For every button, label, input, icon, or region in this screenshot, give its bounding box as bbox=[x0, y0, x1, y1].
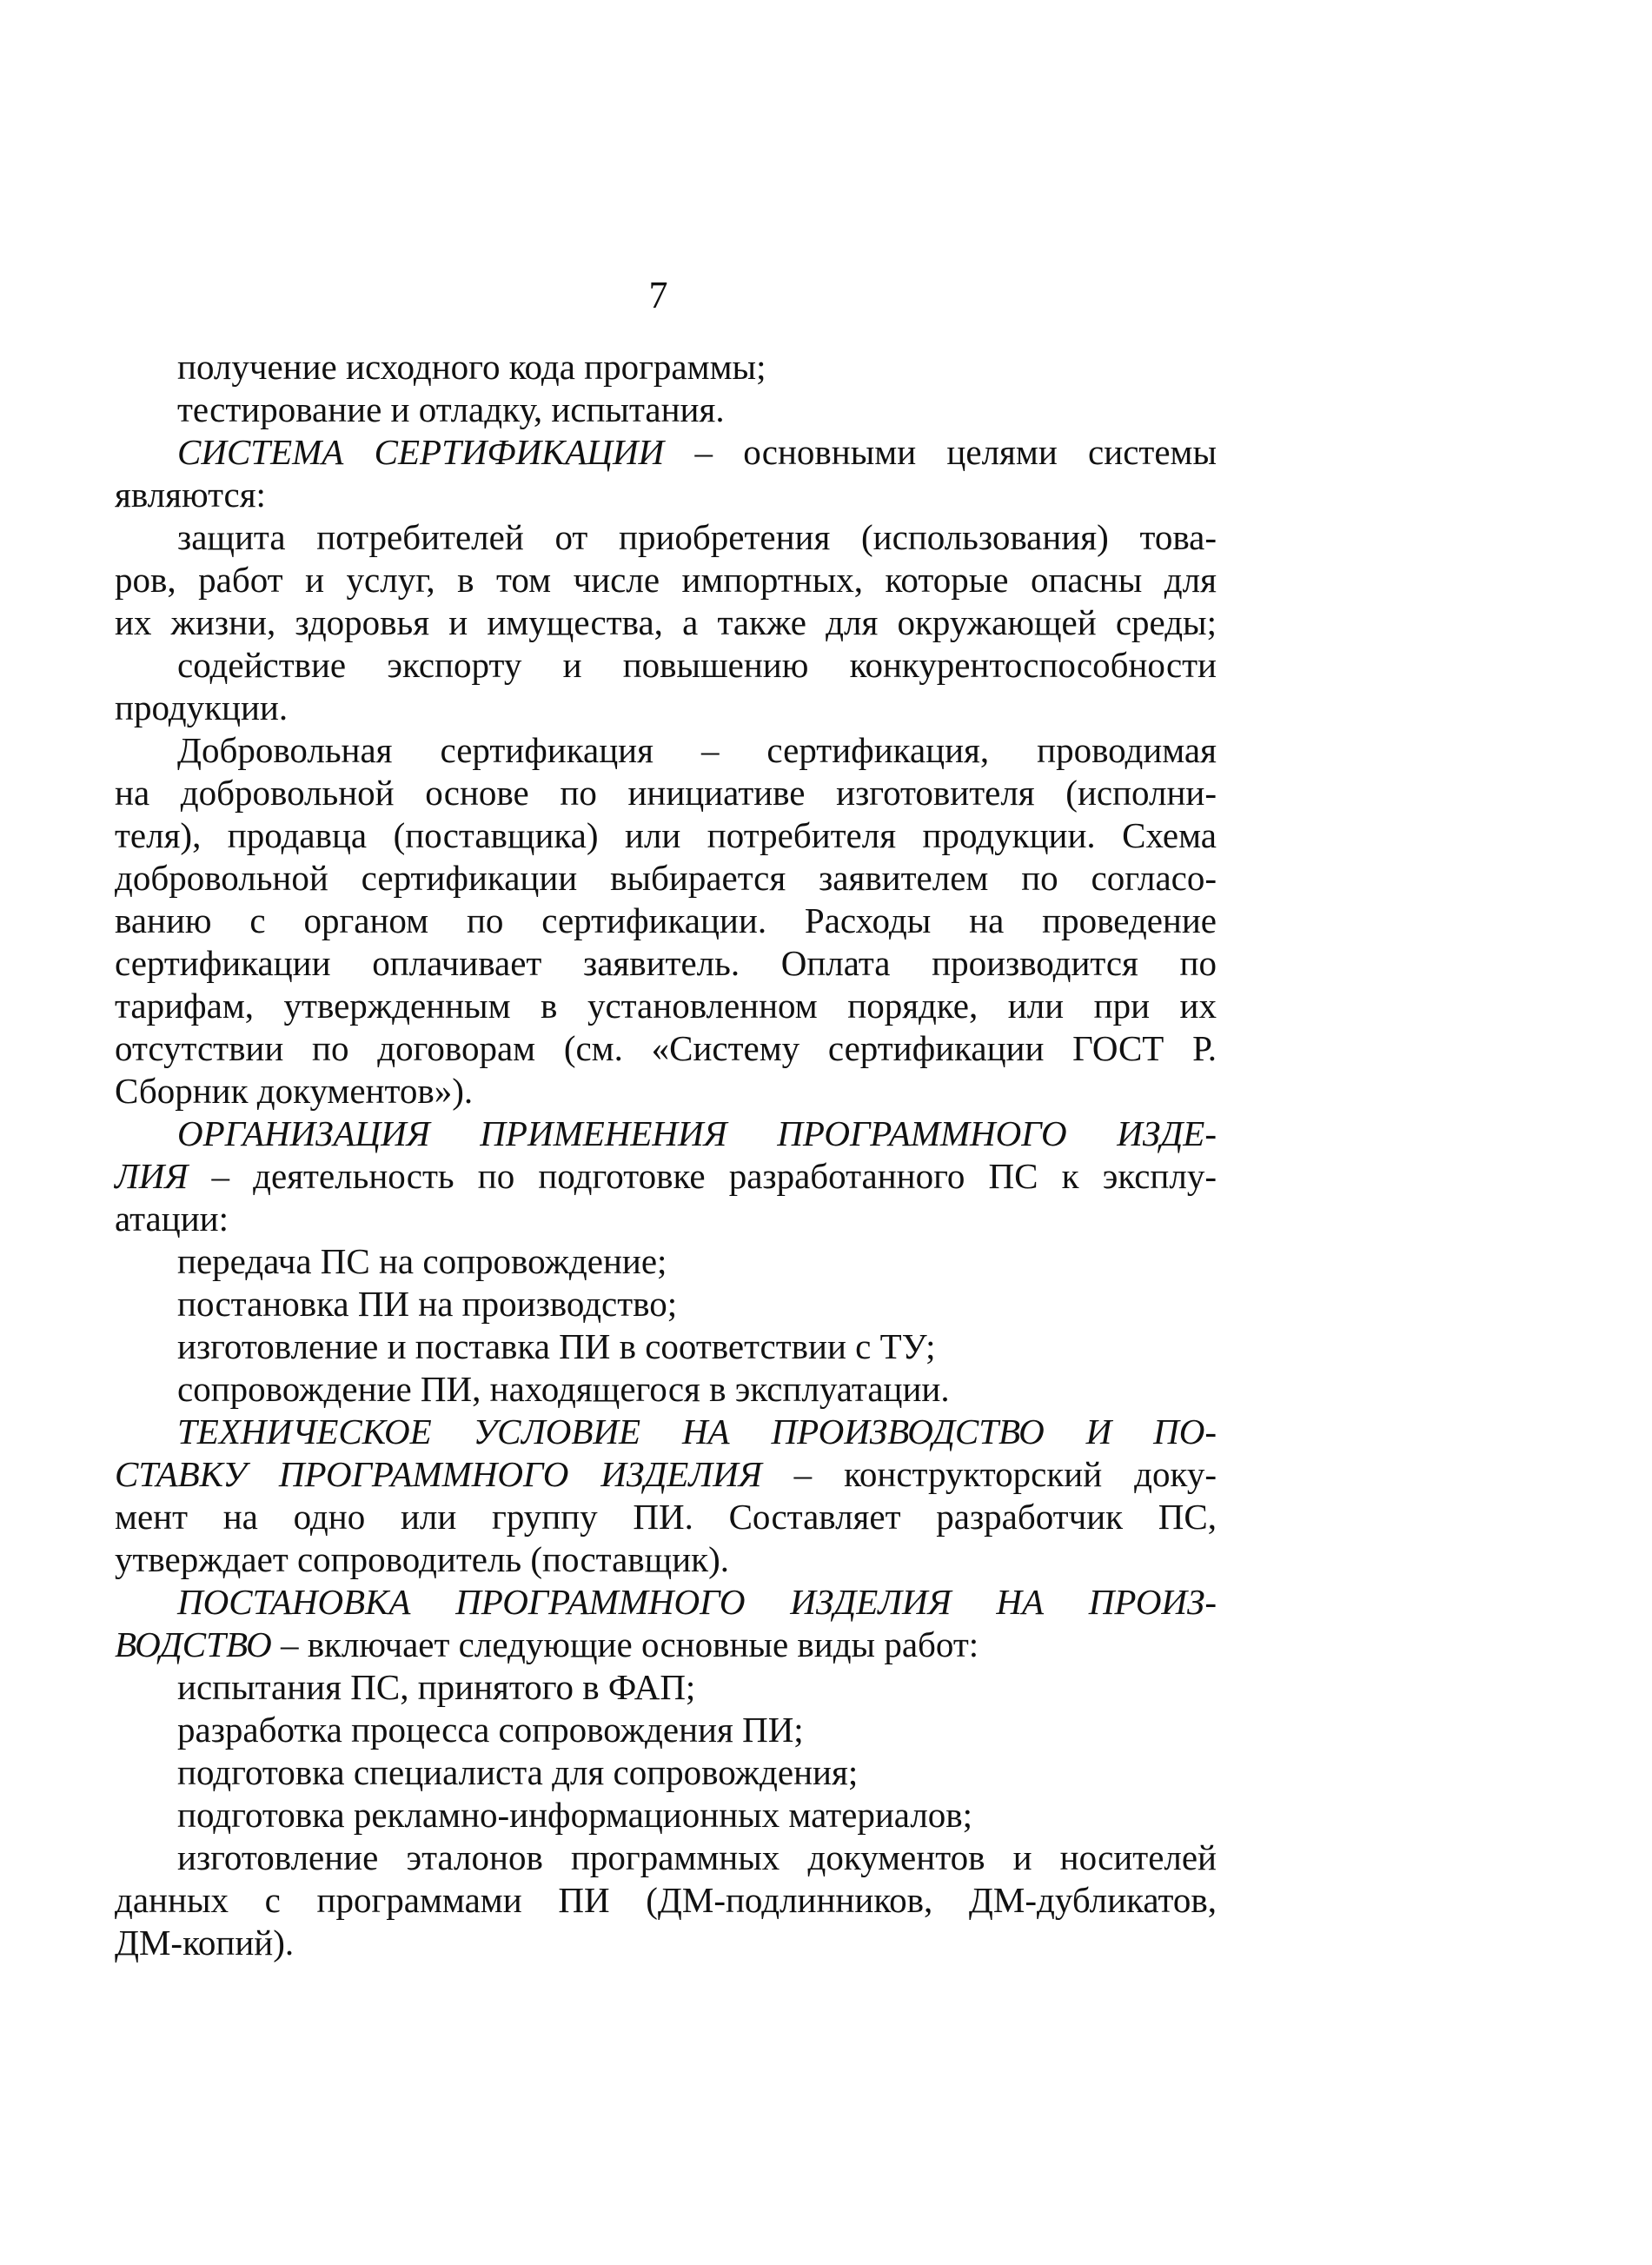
line-text: разработка процесса сопровождения ПИ; bbox=[177, 1710, 804, 1750]
text-line bbox=[115, 1155, 1217, 1198]
line-text: испытания ПС, принятого в ФАП; bbox=[177, 1667, 696, 1707]
line-text: являются: bbox=[115, 475, 266, 515]
line-text: мент на одно или группу ПИ. Составляет разработчик ПС, bbox=[115, 1497, 1217, 1537]
text-line bbox=[115, 601, 1217, 644]
text-line bbox=[115, 516, 1217, 559]
text-line bbox=[115, 1837, 1217, 1879]
definition-text: – включает следующие основные виды работ: bbox=[271, 1624, 979, 1664]
definition-text: – конструкторский доку- bbox=[761, 1454, 1217, 1494]
definition-text: – основными целями системы bbox=[664, 432, 1217, 472]
line-text: теля), продавца (поставщика) или потребителя продукции. Схема bbox=[115, 815, 1217, 855]
defined-term: ВОДСТВО bbox=[115, 1624, 272, 1664]
line-text: тестирование и отладку, испытания. bbox=[177, 389, 725, 429]
text-line bbox=[115, 1879, 1217, 1922]
defined-term: СТАВКУ ПРОГРАММНОГО ИЗДЕЛИЯ bbox=[115, 1454, 762, 1494]
text-line bbox=[115, 1666, 1217, 1709]
line-text: атации: bbox=[115, 1199, 229, 1239]
text-line bbox=[115, 1283, 1217, 1325]
text-line bbox=[115, 644, 1217, 687]
line-text: получение исходного кода программы; bbox=[177, 347, 766, 387]
defined-term: СИСТЕМА СЕРТИФИКАЦИИ bbox=[177, 432, 665, 472]
line-text: Сборник документов»). bbox=[115, 1071, 474, 1111]
defined-term: ПОСТАНОВКА ПРОГРАММНОГО ИЗДЕЛИЯ НА ПРОИЗ- bbox=[177, 1582, 1217, 1622]
defined-term: ТЕХНИЧЕСКОЕ УСЛОВИЕ НА ПРОИЗВОДСТВО И ПО- bbox=[177, 1411, 1217, 1451]
text-line bbox=[115, 1070, 1217, 1113]
text-line bbox=[115, 1709, 1217, 1751]
page-number: 7 bbox=[648, 274, 668, 316]
text-line bbox=[115, 431, 1217, 474]
defined-term: ЛИЯ bbox=[115, 1156, 189, 1196]
text-line bbox=[115, 346, 1217, 389]
line-text: ванию с органом по сертификации. Расходы на проведение bbox=[115, 900, 1217, 940]
text-line bbox=[115, 559, 1217, 601]
text-line bbox=[115, 1368, 1217, 1411]
defined-term: ОРГАНИЗАЦИЯ ПРИМЕНЕНИЯ ПРОГРАММНОГО ИЗДЕ- bbox=[177, 1113, 1217, 1153]
line-text: их жизни, здоровья и имущества, а также для окружающей среды; bbox=[115, 602, 1217, 642]
line-text: на добровольной основе по инициативе изготовителя (исполни- bbox=[115, 773, 1217, 813]
text-line bbox=[115, 1453, 1217, 1496]
line-text: подготовка рекламно-информационных материалов; bbox=[177, 1795, 973, 1835]
line-text: изготовление эталонов программных документов и носителей bbox=[177, 1837, 1217, 1877]
text-line bbox=[115, 1538, 1217, 1581]
text-line bbox=[115, 389, 1217, 431]
line-text: отсутствии по договорам (см. «Систему сертификации ГОСТ Р. bbox=[115, 1028, 1217, 1068]
text-line bbox=[115, 729, 1217, 772]
text-line bbox=[115, 1240, 1217, 1283]
text-line bbox=[115, 942, 1217, 985]
text-line bbox=[115, 1198, 1217, 1240]
text-line bbox=[115, 985, 1217, 1027]
line-text: тарифам, утвержденным в установленном порядке, или при их bbox=[115, 986, 1217, 1026]
definition-text: – деятельность по подготовке разработанного ПС к эксплу- bbox=[188, 1156, 1217, 1196]
line-text: утверждает сопроводитель (поставщик). bbox=[115, 1539, 729, 1579]
text-line bbox=[115, 814, 1217, 857]
line-text: продукции. bbox=[115, 687, 289, 727]
text-line bbox=[115, 1027, 1217, 1070]
line-text: сертификации оплачивает заявитель. Оплата производится по bbox=[115, 943, 1217, 983]
text-line bbox=[115, 1922, 1217, 1964]
line-text: подготовка специалиста для сопровождения; bbox=[177, 1752, 859, 1792]
line-text: добровольной сертификации выбирается заявителем по согласо- bbox=[115, 858, 1217, 898]
text-line bbox=[115, 1581, 1217, 1624]
line-text: изготовление и поставка ПИ в соответствии с ТУ; bbox=[177, 1326, 936, 1366]
line-text: содействие экспорту и повышению конкурентоспособности bbox=[177, 645, 1217, 685]
text-line bbox=[115, 474, 1217, 516]
line-text: данных с программами ПИ (ДМ-подлинников, ДМ-дубликатов, bbox=[115, 1880, 1217, 1920]
text-line bbox=[115, 857, 1217, 900]
text-line bbox=[115, 687, 1217, 729]
line-text: постановка ПИ на производство; bbox=[177, 1284, 678, 1324]
text-line bbox=[115, 900, 1217, 942]
text-line bbox=[115, 1751, 1217, 1794]
line-text: Добровольная сертификация – сертификация, проводимая bbox=[177, 730, 1217, 770]
text-line bbox=[115, 1411, 1217, 1453]
text-line bbox=[115, 1113, 1217, 1155]
line-text: защита потребителей от приобретения (использования) това- bbox=[177, 517, 1217, 557]
text-line bbox=[115, 1496, 1217, 1538]
line-text: передача ПС на сопровождение; bbox=[177, 1241, 667, 1281]
text-line bbox=[115, 1325, 1217, 1368]
body-text bbox=[115, 346, 1217, 1964]
line-text: ДМ-копий). bbox=[115, 1923, 295, 1963]
text-line bbox=[115, 1794, 1217, 1837]
line-text: сопровождение ПИ, находящегося в эксплуатации. bbox=[177, 1369, 950, 1409]
text-line bbox=[115, 1624, 1217, 1666]
line-text: ров, работ и услуг, в том числе импортных, которые опасны для bbox=[115, 560, 1217, 600]
text-line bbox=[115, 772, 1217, 814]
